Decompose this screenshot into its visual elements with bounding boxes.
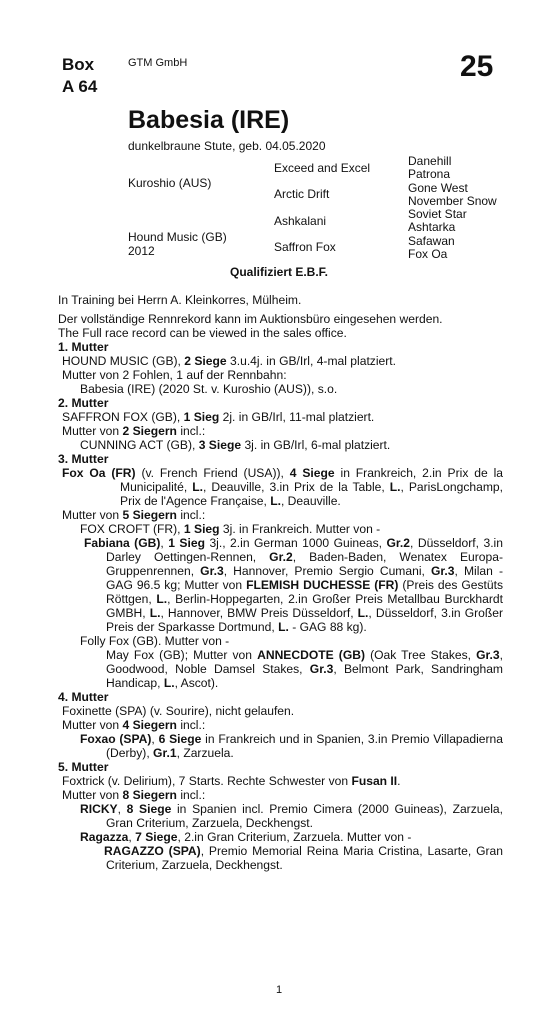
pedigree-great-grandparent: Fox Oa — [408, 247, 448, 261]
dam2-line: Mutter von 2 Siegern incl.: — [62, 424, 206, 438]
dam3-line: Fox Oa (FR) (v. French Friend (USA)), 4 Siege in Frankreich, 2.in Prix de la Municipalité, L., Deauville, 3.in Prix de la Table, L., ParisLongchamp, Prix de l'Agence Française, L., Deauville. — [62, 466, 503, 508]
qualification: Qualifiziert E.B.F. — [229, 265, 328, 279]
pedigree-grandparent: Ashkalani — [274, 214, 327, 228]
dam2-line: SAFFRON FOX (GB), 1 Sieg 2j. in GB/Irl, 11-mal platziert. — [62, 410, 375, 424]
dam3-heading: 3. Mutter — [58, 452, 109, 466]
pedigree-great-grandparent: Danehill — [408, 154, 452, 168]
dam4-line: Foxao (SPA), 6 Siege in Frankreich und in Spanien, 3.in Premio Villapadierna (Derby), Gr.1, Zarzuela. — [80, 732, 503, 760]
dam5-heading: 5. Mutter — [58, 760, 109, 774]
race-record-en: The Full race record can be viewed in the sales office. — [58, 326, 347, 340]
dam1-line: Babesia (IRE) (2020 St. v. Kuroshio (AUS)), s.o. — [80, 382, 338, 396]
horse-name: Babesia (IRE) — [128, 106, 290, 134]
pedigree-great-grandparent: Gone West — [408, 181, 468, 195]
dam3-line: Folly Fox (GB). Mutter von - — [80, 634, 230, 648]
pedigree-great-grandparent: Safawan — [408, 234, 455, 248]
dam3-line: FOX CROFT (FR), 1 Sieg 3j. in Frankreich. Mutter von - — [80, 522, 381, 536]
dam1-heading: 1. Mutter — [58, 340, 109, 354]
pedigree-dam-year: 2012 — [128, 244, 155, 258]
catalogue-body — [58, 293, 503, 872]
box-label — [62, 54, 97, 98]
seller-name: GTM GmbH — [128, 57, 188, 69]
dam1-line: Mutter von 2 Fohlen, 1 auf der Rennbahn: — [62, 368, 287, 382]
dam3-line: May Fox (GB); Mutter von ANNECDOTE (GB) (Oak Tree Stakes, Gr.3, Goodwood, Noble Damsel Stakes, Gr.3, Belmont Park, Sandringham Handicap, L., Ascot). — [106, 648, 504, 690]
pedigree-dam: Hound Music (GB) — [128, 230, 227, 244]
dam4-line: Mutter von 4 Siegern incl.: — [62, 718, 206, 732]
dam5-line: Mutter von 8 Siegern incl.: — [62, 788, 206, 802]
dam5-line: Foxtrick (v. Delirium), 7 Starts. Rechte Schwester von Fusan II. — [62, 774, 401, 788]
race-record-de: Der vollständige Rennrekord kann im Auktionsbüro eingesehen werden. — [58, 312, 443, 326]
training-info: In Training bei Herrn A. Kleinkorres, Mülheim. — [58, 293, 302, 307]
horse-description: dunkelbraune Stute, geb. 04.05.2020 — [128, 139, 326, 153]
dam3-line: Fabiana (GB), 1 Sieg 3j., 2.in German 1000 Guineas, Gr.2, Düsseldorf, 3.in Darley Oettingen-Rennen, Gr.2, Baden-Baden, Wenatex Europa-Gruppenrennen, Gr.3, Hannover, Premio Sergio Cumani, Gr.3, Milan - GAG 96.5 kg; Mutter von FLEMISH DUCHESSE (FR) (Preis des Gestüts Röttgen, L., Berlin-Hoppegarten, 2.in Großer Preis Metallbau Burckhardt GMBH, L., Hannover, BMW Preis Düsseldorf, L., Düsseldorf, 3.in Großer Preis der Sparkasse Dortmund, L. - GAG 88 kg). — [84, 536, 504, 634]
dam5-line: RAGAZZO (SPA), Premio Memorial Reina Maria Cristina, Lasarte, Gran Criterium, Zarzuela, Deckhengst. — [104, 844, 503, 872]
box-number: A 64 — [62, 77, 98, 96]
dam4-heading: 4. Mutter — [58, 690, 109, 704]
dam3-line: Mutter von 5 Siegern incl.: — [62, 508, 206, 522]
pedigree-sire: Kuroshio (AUS) — [128, 176, 212, 190]
dam5-line: Ragazza, 7 Siege, 2.in Gran Criterium, Zarzuela. Mutter von - — [80, 830, 412, 844]
dam2-line: CUNNING ACT (GB), 3 Siege 3j. in GB/Irl, 6-mal platziert. — [80, 438, 391, 452]
pedigree-great-grandparent: Patrona — [408, 167, 451, 181]
pedigree-great-grandparent: November Snow — [408, 194, 497, 208]
pedigree-grandparent: Saffron Fox — [274, 240, 336, 254]
lot-number: 25 — [460, 50, 494, 83]
dam1-line: HOUND MUSIC (GB), 2 Siege 3.u.4j. in GB/Irl, 4-mal platziert. — [62, 354, 397, 368]
dam4-line: Foxinette (SPA) (v. Sourire), nicht gelaufen. — [62, 704, 295, 718]
dam5-line: RICKY, 8 Siege in Spanien incl. Premio Cimera (2000 Guineas), Zarzuela, Gran Criterium, Zarzuela, Deckhengst. — [80, 802, 503, 830]
pedigree-grandparent: Arctic Drift — [274, 187, 330, 201]
pedigree-great-grandparent: Soviet Star — [408, 207, 467, 221]
pedigree-grandparent: Exceed and Excel — [274, 161, 371, 175]
pedigree-great-grandparent: Ashtarka — [408, 220, 456, 234]
page-number: 1 — [275, 984, 283, 996]
box-title: Box — [62, 55, 95, 74]
dam2-heading: 2. Mutter — [58, 396, 109, 410]
